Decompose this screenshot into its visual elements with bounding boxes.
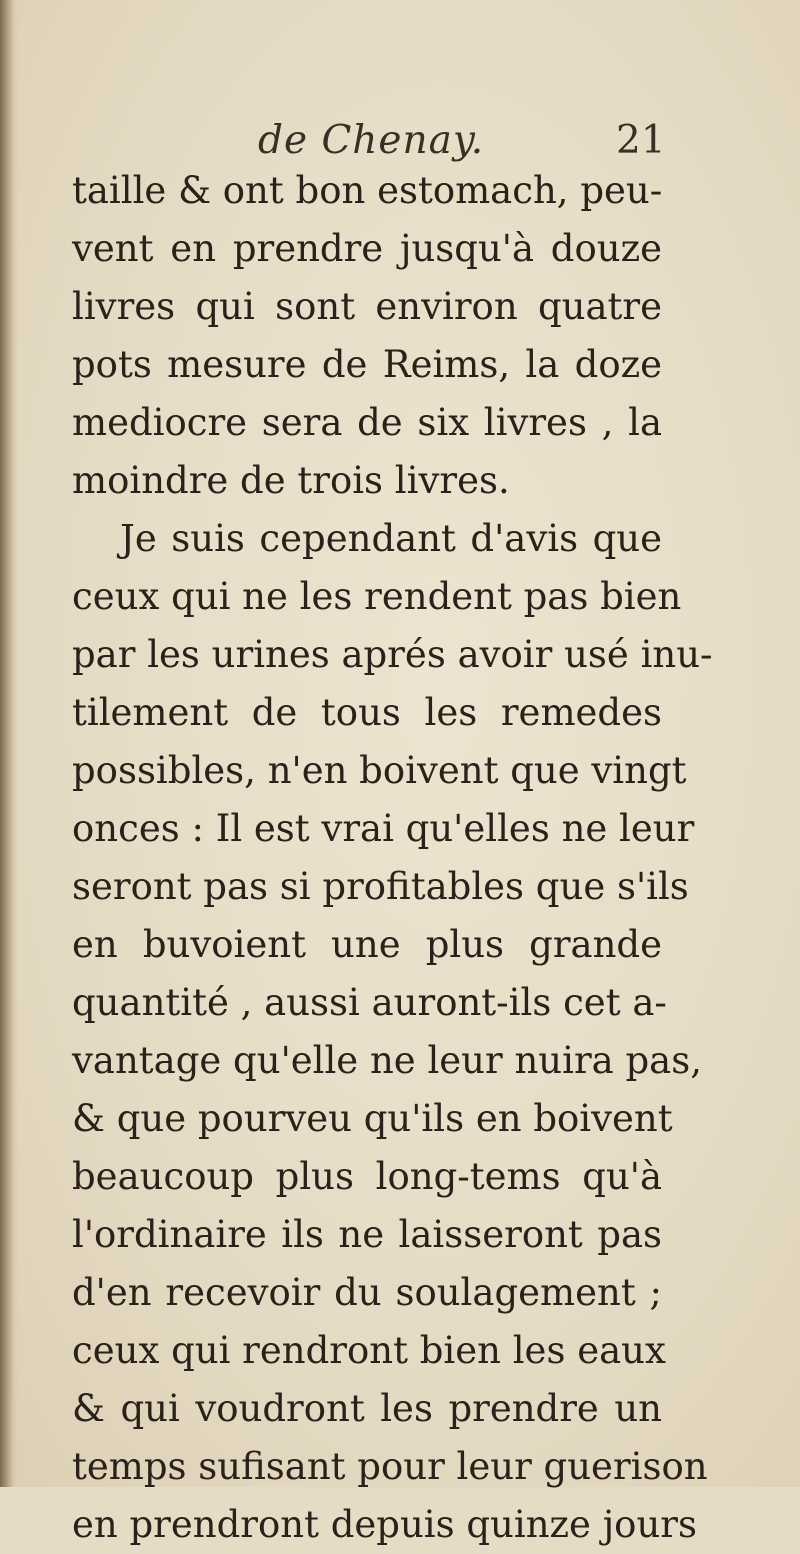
text-line: tilement de tous les remedes: [72, 691, 662, 734]
page-spine-shadow: [0, 0, 18, 1487]
text-line: onces : Il est vrai qu'elles ne leur: [72, 807, 695, 850]
text-line: & que pourveu qu'ils en boivent: [72, 1097, 673, 1140]
page-number: 21: [616, 118, 666, 163]
text-line: en prendront depuis quinze jours: [72, 1503, 697, 1546]
text-line: mediocre sera de six livres , la: [72, 401, 662, 444]
text-line: vantage qu'elle ne leur nuira pas,: [72, 1039, 702, 1082]
text-line: seront pas si profitables que s'ils: [72, 865, 689, 908]
text-line: pots mesure de Reims, la doze: [72, 343, 662, 386]
text-line: moindre de trois livres.: [72, 459, 510, 502]
text-line: en buvoient une plus grande: [72, 923, 662, 966]
text-line: par les urines aprés avoir usé inu-: [72, 633, 713, 676]
text-line: possibles, n'en boivent que vingt: [72, 749, 687, 792]
text-line: & qui voudront les prendre un: [72, 1387, 662, 1430]
text-line: l'ordinaire ils ne laisseront pas: [72, 1213, 662, 1256]
text-line: d'en recevoir du soulagement ;: [72, 1271, 662, 1314]
running-title: de Chenay.: [258, 118, 485, 163]
paragraph-start-line: Je suis cependant d'avis que: [120, 517, 662, 560]
text-line: temps sufisant pour leur guerison: [72, 1445, 708, 1488]
text-line: taille & ont bon estomach, peu-: [72, 169, 663, 212]
text-line: vent en prendre jusqu'à douze: [72, 227, 662, 270]
text-line: ceux qui rendront bien les eaux: [72, 1329, 666, 1372]
text-line: livres qui sont environ quatre: [72, 285, 662, 328]
body-text: [72, 162, 713, 1554]
text-line: beaucoup plus long-tems qu'à: [72, 1155, 662, 1198]
text-line: ceux qui ne les rendent pas bien: [72, 575, 682, 618]
text-line: quantité , aussi auront-ils cet a-: [72, 981, 667, 1024]
